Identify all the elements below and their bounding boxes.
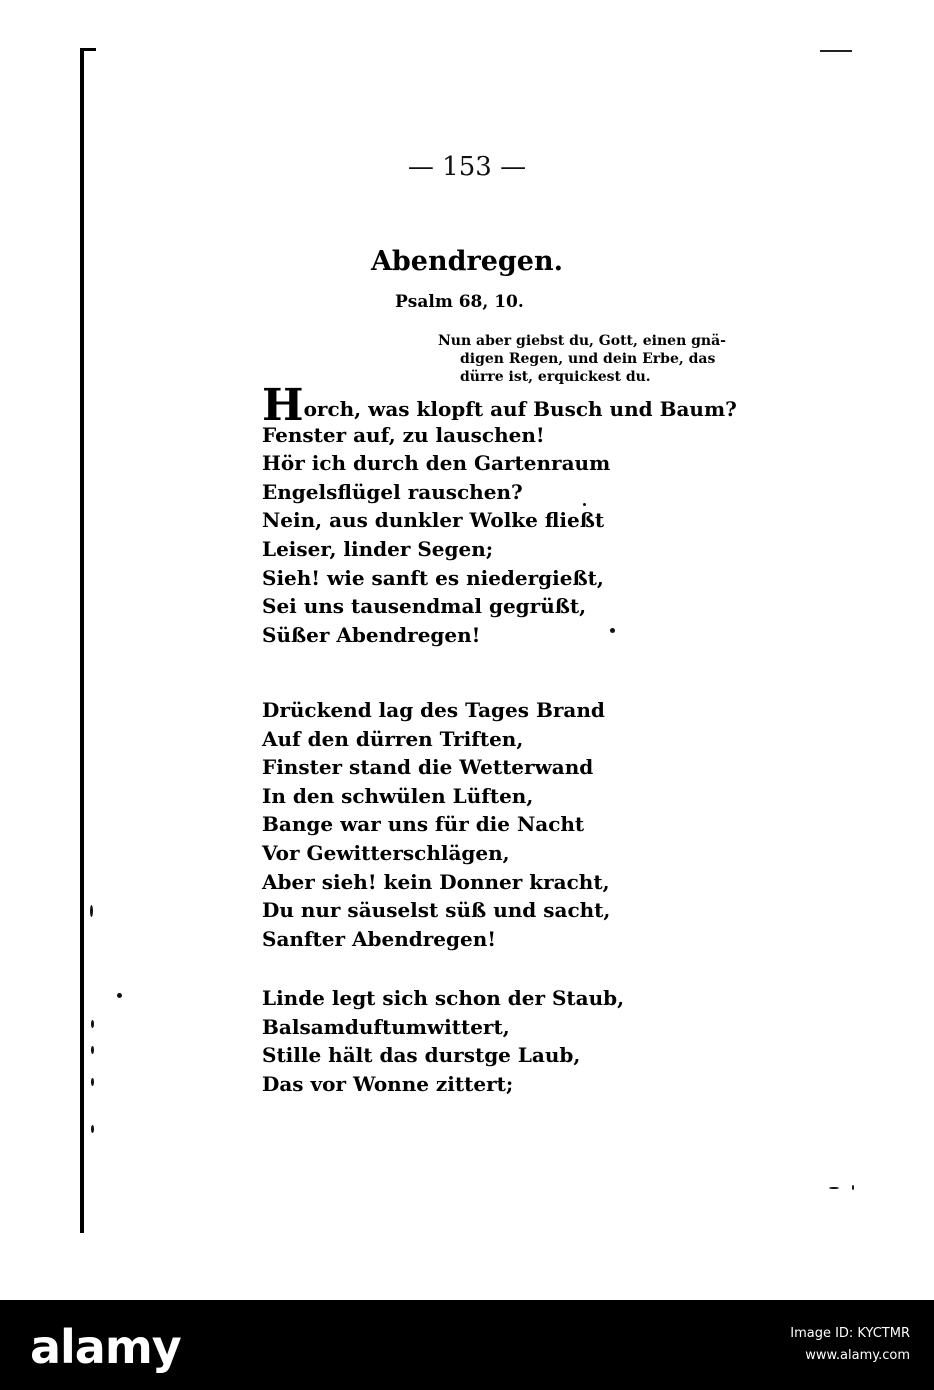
verse-line: Du nur säuselst süß und sacht, — [262, 898, 611, 923]
stanza-2 — [262, 696, 610, 953]
verse-line — [262, 380, 737, 431]
alamy-logo: alamy — [30, 1320, 181, 1374]
stanza-3 — [262, 984, 624, 1098]
ink-speck — [91, 1078, 94, 1086]
verse-line: Sanfter Abendregen! — [262, 926, 497, 951]
footer-url: www.alamy.com — [805, 1348, 910, 1363]
verse-line: Aber sieh! kein Donner kracht, — [262, 869, 610, 894]
epigraph-line: dürre ist, erquickest du. — [460, 369, 651, 385]
ink-speck — [117, 993, 122, 998]
verse-line: Sei uns tausendmal gegrüßt, — [262, 594, 587, 619]
stanza-1 — [262, 380, 737, 649]
verse-line-text: orch, was klopft auf Busch und Baum? — [303, 397, 737, 421]
corner-mark — [820, 50, 852, 52]
psalm-reference: Psalm 68, 10. — [395, 292, 524, 312]
stock-footer-bar — [0, 1300, 934, 1390]
ink-speck — [91, 1125, 94, 1133]
verse-line: Sieh! wie sanft es niedergießt, — [262, 565, 604, 590]
verse-line: Balsamduftumwittert, — [262, 1014, 510, 1039]
page-number: — 153 — — [407, 152, 527, 182]
drop-cap: H — [262, 380, 304, 431]
verse-line: Bange war uns für die Nacht — [262, 812, 585, 837]
page-binding-tick — [80, 48, 96, 51]
verse-line: Finster stand die Wetterwand — [262, 755, 594, 780]
verse-line: Süßer Abendregen! — [262, 622, 481, 647]
verse-line: Stille hält das durstge Laub, — [262, 1043, 581, 1068]
verse-line: Engelsflügel rauschen? — [262, 479, 523, 504]
epigraph — [438, 332, 738, 386]
verse-line: Nein, aus dunkler Wolke fließt — [262, 508, 605, 533]
verse-line: Auf den dürren Triften, — [262, 726, 524, 751]
image-id: Image ID: KYCTMR — [790, 1326, 910, 1341]
verse-line: Vor Gewitterschlägen, — [262, 840, 510, 865]
epigraph-line: Nun aber giebst du, Gott, einen gnä- — [438, 333, 726, 349]
ink-speck — [829, 1187, 839, 1189]
verse-line: Fenster auf, zu lauschen! — [262, 422, 545, 447]
page-binding-edge — [80, 48, 84, 1233]
ink-speck — [852, 1185, 854, 1190]
poem-title: Abendregen. — [370, 246, 563, 277]
epigraph-line: digen Regen, und dein Erbe, das — [460, 351, 716, 367]
ink-speck — [90, 905, 93, 917]
verse-line: Linde legt sich schon der Staub, — [262, 986, 625, 1010]
verse-line: Das vor Wonne zittert; — [262, 1071, 514, 1096]
verse-line: Leiser, linder Segen; — [262, 536, 494, 561]
ink-speck — [91, 1046, 94, 1054]
ink-speck — [91, 1020, 94, 1028]
verse-line: In den schwülen Lüften, — [262, 783, 534, 808]
verse-line: Drückend lag des Tages Brand — [262, 698, 605, 722]
verse-line: Hör ich durch den Gartenraum — [262, 451, 611, 476]
